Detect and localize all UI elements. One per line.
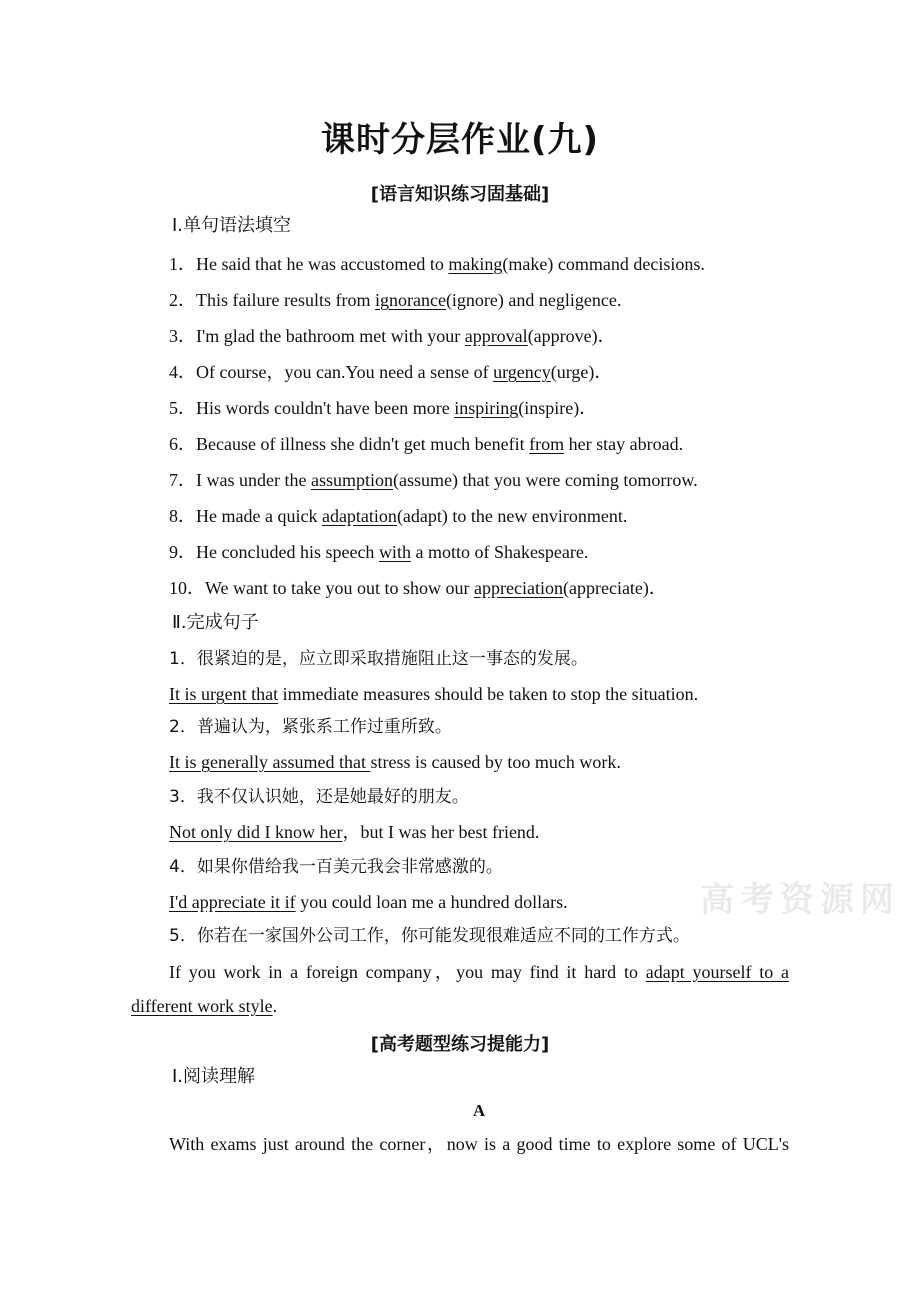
answer-text: you could loan me a hundred dollars. bbox=[295, 892, 568, 912]
completion-item-answer bbox=[169, 961, 789, 983]
grammar-item bbox=[169, 325, 616, 347]
item-text: 7．I was under the bbox=[169, 470, 311, 490]
grammar-item bbox=[169, 541, 588, 563]
completion-item-answer bbox=[169, 683, 698, 705]
answer-text: ，but I was her best friend. bbox=[342, 822, 540, 842]
answer-blank: different work style bbox=[131, 996, 273, 1016]
answer-blank: adaptation bbox=[321, 506, 397, 526]
grammar-item bbox=[169, 361, 612, 383]
completion-item-cn: 5．你若在一家国外公司工作，你可能发现很难适应不同的工作方式。 bbox=[169, 926, 690, 946]
item-text: 9．He concluded his speech bbox=[169, 542, 379, 562]
completion-item-answer-continued bbox=[131, 995, 277, 1017]
grammar-item bbox=[169, 469, 698, 491]
item-text: (adapt) to the new environment. bbox=[396, 506, 628, 526]
answer-blank: urgency bbox=[493, 362, 551, 382]
answer-blank: adapt yourself to a bbox=[645, 962, 790, 982]
item-text: 10．We want to take you out to show our bbox=[169, 578, 475, 598]
item-text: (urge)． bbox=[550, 362, 613, 382]
answer-blank: assumption bbox=[310, 470, 393, 490]
grammar-item bbox=[169, 253, 705, 275]
item-text: (approve)． bbox=[527, 326, 616, 346]
grammar-item bbox=[169, 289, 621, 311]
part1-heading: Ⅰ.单句语法填空 bbox=[172, 215, 292, 236]
grammar-item bbox=[169, 505, 627, 527]
item-text: (appreciate)． bbox=[562, 578, 667, 598]
page-title: 课时分层作业(九) bbox=[320, 120, 600, 160]
passage-letter: A bbox=[472, 1101, 486, 1120]
part3-heading: Ⅰ.阅读理解 bbox=[172, 1066, 256, 1087]
item-text: (assume) that you were coming tomorrow. bbox=[392, 470, 698, 490]
completion-item-cn: 3．我不仅认识她，还是她最好的朋友。 bbox=[169, 787, 469, 807]
item-text: (ignore) and negligence. bbox=[445, 290, 622, 310]
completion-item-answer bbox=[169, 751, 621, 773]
answer-blank: appreciation bbox=[474, 578, 563, 598]
grammar-item bbox=[169, 577, 667, 599]
answer-text: stress is caused by too much work. bbox=[370, 752, 621, 772]
answer-text: If you work in a foreign company，you may find it hard to bbox=[169, 962, 646, 982]
watermark: 高考资源网 bbox=[700, 880, 900, 920]
item-text: 4．Of course，you can.You need a sense of bbox=[169, 362, 494, 382]
part2-heading: Ⅱ.完成句子 bbox=[172, 612, 259, 633]
grammar-item bbox=[169, 397, 597, 419]
answer-text: immediate measures should be taken to stop the situation. bbox=[278, 684, 699, 704]
answer-blank: I'd appreciate it if bbox=[169, 892, 296, 912]
completion-item-cn: 2．普遍认为，紧张系工作过重所致。 bbox=[169, 717, 452, 737]
answer-blank: Not only did I know her bbox=[169, 822, 343, 842]
item-text: her stay abroad. bbox=[564, 434, 684, 454]
item-text: (inspire)． bbox=[518, 398, 598, 418]
answer-blank: It is urgent that bbox=[169, 684, 279, 704]
grammar-item bbox=[169, 433, 683, 455]
item-text: 5．His words couldn't have been more bbox=[169, 398, 455, 418]
item-text: 3．I'm glad the bathroom met with your bbox=[169, 326, 465, 346]
item-text: 6．Because of illness she didn't get much benefit bbox=[169, 434, 530, 454]
completion-item-cn: 4．如果你借给我一百美元我会非常感激的。 bbox=[169, 857, 503, 877]
answer-blank: ignorance bbox=[374, 290, 446, 310]
answer-text: . bbox=[272, 996, 278, 1016]
item-text: a motto of Shakespeare. bbox=[410, 542, 589, 562]
item-text: 1．He said that he was accustomed to bbox=[169, 254, 449, 274]
answer-blank: approval bbox=[464, 326, 528, 346]
answer-blank: It is generally assumed that bbox=[169, 752, 371, 772]
answer-blank: inspiring bbox=[454, 398, 519, 418]
item-text: 8．He made a quick bbox=[169, 506, 322, 526]
answer-blank: from bbox=[529, 434, 565, 454]
section-heading-basics: [语言知识练习固基础] bbox=[370, 184, 550, 205]
item-text: (make) command decisions. bbox=[502, 254, 705, 274]
answer-blank: with bbox=[378, 542, 411, 562]
completion-item-answer bbox=[169, 821, 539, 843]
completion-item-answer bbox=[169, 891, 568, 913]
section-heading-exam: [高考题型练习提能力] bbox=[370, 1034, 550, 1055]
answer-blank: making bbox=[448, 254, 503, 274]
item-text: 2．This failure results from bbox=[169, 290, 375, 310]
passage-first-line: With exams just around the corner，now is a good time to explore some of UCL's bbox=[169, 1134, 789, 1154]
completion-item-cn: 1．很紧迫的是，应立即采取措施阻止这一事态的发展。 bbox=[169, 649, 588, 669]
